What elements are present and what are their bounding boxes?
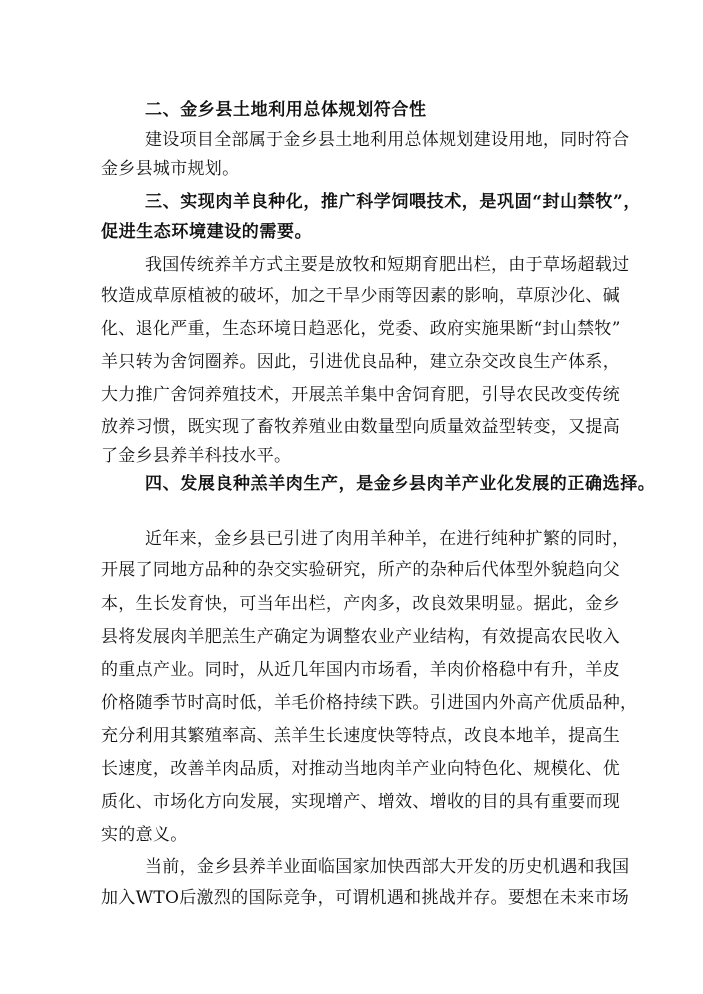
paragraph-line: 了金乡县养羊科技水平。 bbox=[101, 446, 292, 466]
paragraph-line: 牧造成草原植被的破坏，加之干旱少雨等因素的影响，草原沙化、碱 bbox=[101, 286, 620, 306]
paragraph-line: 放养习惯，既实现了畜牧养殖业由数量型向质量效益型转变，又提高 bbox=[101, 417, 620, 437]
paragraph-line: 大力推广舍饲养殖技术，开展羔羊集中舍饲育肥，引导农民改变传统 bbox=[101, 385, 620, 405]
section-heading-2: 二、金乡县土地利用总体规划符合性 bbox=[145, 100, 427, 120]
paragraph-line: 长速度，改善羊肉品质，对推动当地肉羊产业向特色化、规模化、优 bbox=[101, 759, 620, 779]
paragraph-line: 羊只转为舍饲圈养。因此，引进优良品种，建立杂交改良生产体系， bbox=[101, 352, 620, 372]
paragraph-line: 金乡县城市规划。 bbox=[101, 159, 240, 179]
paragraph-line: 价格随季节时高时低，羊毛价格持续下跌。引进国内外高产优质品种， bbox=[101, 693, 638, 713]
section-heading-4: 四、发展良种羔羊肉生产，是金乡县肉羊产业化发展的正确选择。 bbox=[145, 474, 656, 494]
paragraph-line: 县将发展肉羊肥羔生产确定为调整农业产业结构，有效提高农民收入 bbox=[101, 627, 620, 647]
paragraph-line: 实的意义。 bbox=[101, 825, 188, 845]
paragraph-line: 的重点产业。同时，从近几年国内市场看，羊肉价格稳中有升，羊皮 bbox=[101, 660, 620, 680]
paragraph-line: 本，生长发育快，可当年出栏，产肉多，改良效果明显。据此，金乡 bbox=[101, 594, 620, 614]
paragraph-line: 质化、市场化方向发展，实现增产、增效、增收的目的具有重要而现 bbox=[101, 792, 620, 812]
paragraph-line: 近年来，金乡县已引进了肉用羊种羊，在进行纯种扩繁的同时， bbox=[145, 529, 630, 549]
paragraph-line: 当前，金乡县养羊业面临国家加快西部大开发的历史机遇和我国 bbox=[145, 857, 630, 877]
paragraph-line: 开展了同地方品种的杂交实验研究，所产的杂种后代体型外貌趋向父 bbox=[101, 560, 620, 580]
paragraph-line: 我国传统养羊方式主要是放牧和短期育肥出栏，由于草场超载过 bbox=[145, 255, 630, 275]
paragraph-line: 化、退化严重，生态环境日趋恶化，党委、政府实施果断“封山禁牧” bbox=[101, 319, 621, 339]
paragraph-line: 建设项目全部属于金乡县土地利用总体规划建设用地，同时符合 bbox=[145, 130, 630, 150]
paragraph-line: 充分利用其繁殖率高、羔羊生长速度快等特点，改良本地羊，提高生 bbox=[101, 726, 620, 746]
section-heading-3-cont: 促进生态环境建设的需要。 bbox=[101, 222, 313, 242]
paragraph-line: 加入WTO后激烈的国际竞争，可谓机遇和挑战并存。要想在未来市场 bbox=[101, 888, 630, 908]
section-heading-3: 三、实现肉羊良种化，推广科学饲喂技术，是巩固“封山禁牧”， bbox=[145, 192, 641, 212]
